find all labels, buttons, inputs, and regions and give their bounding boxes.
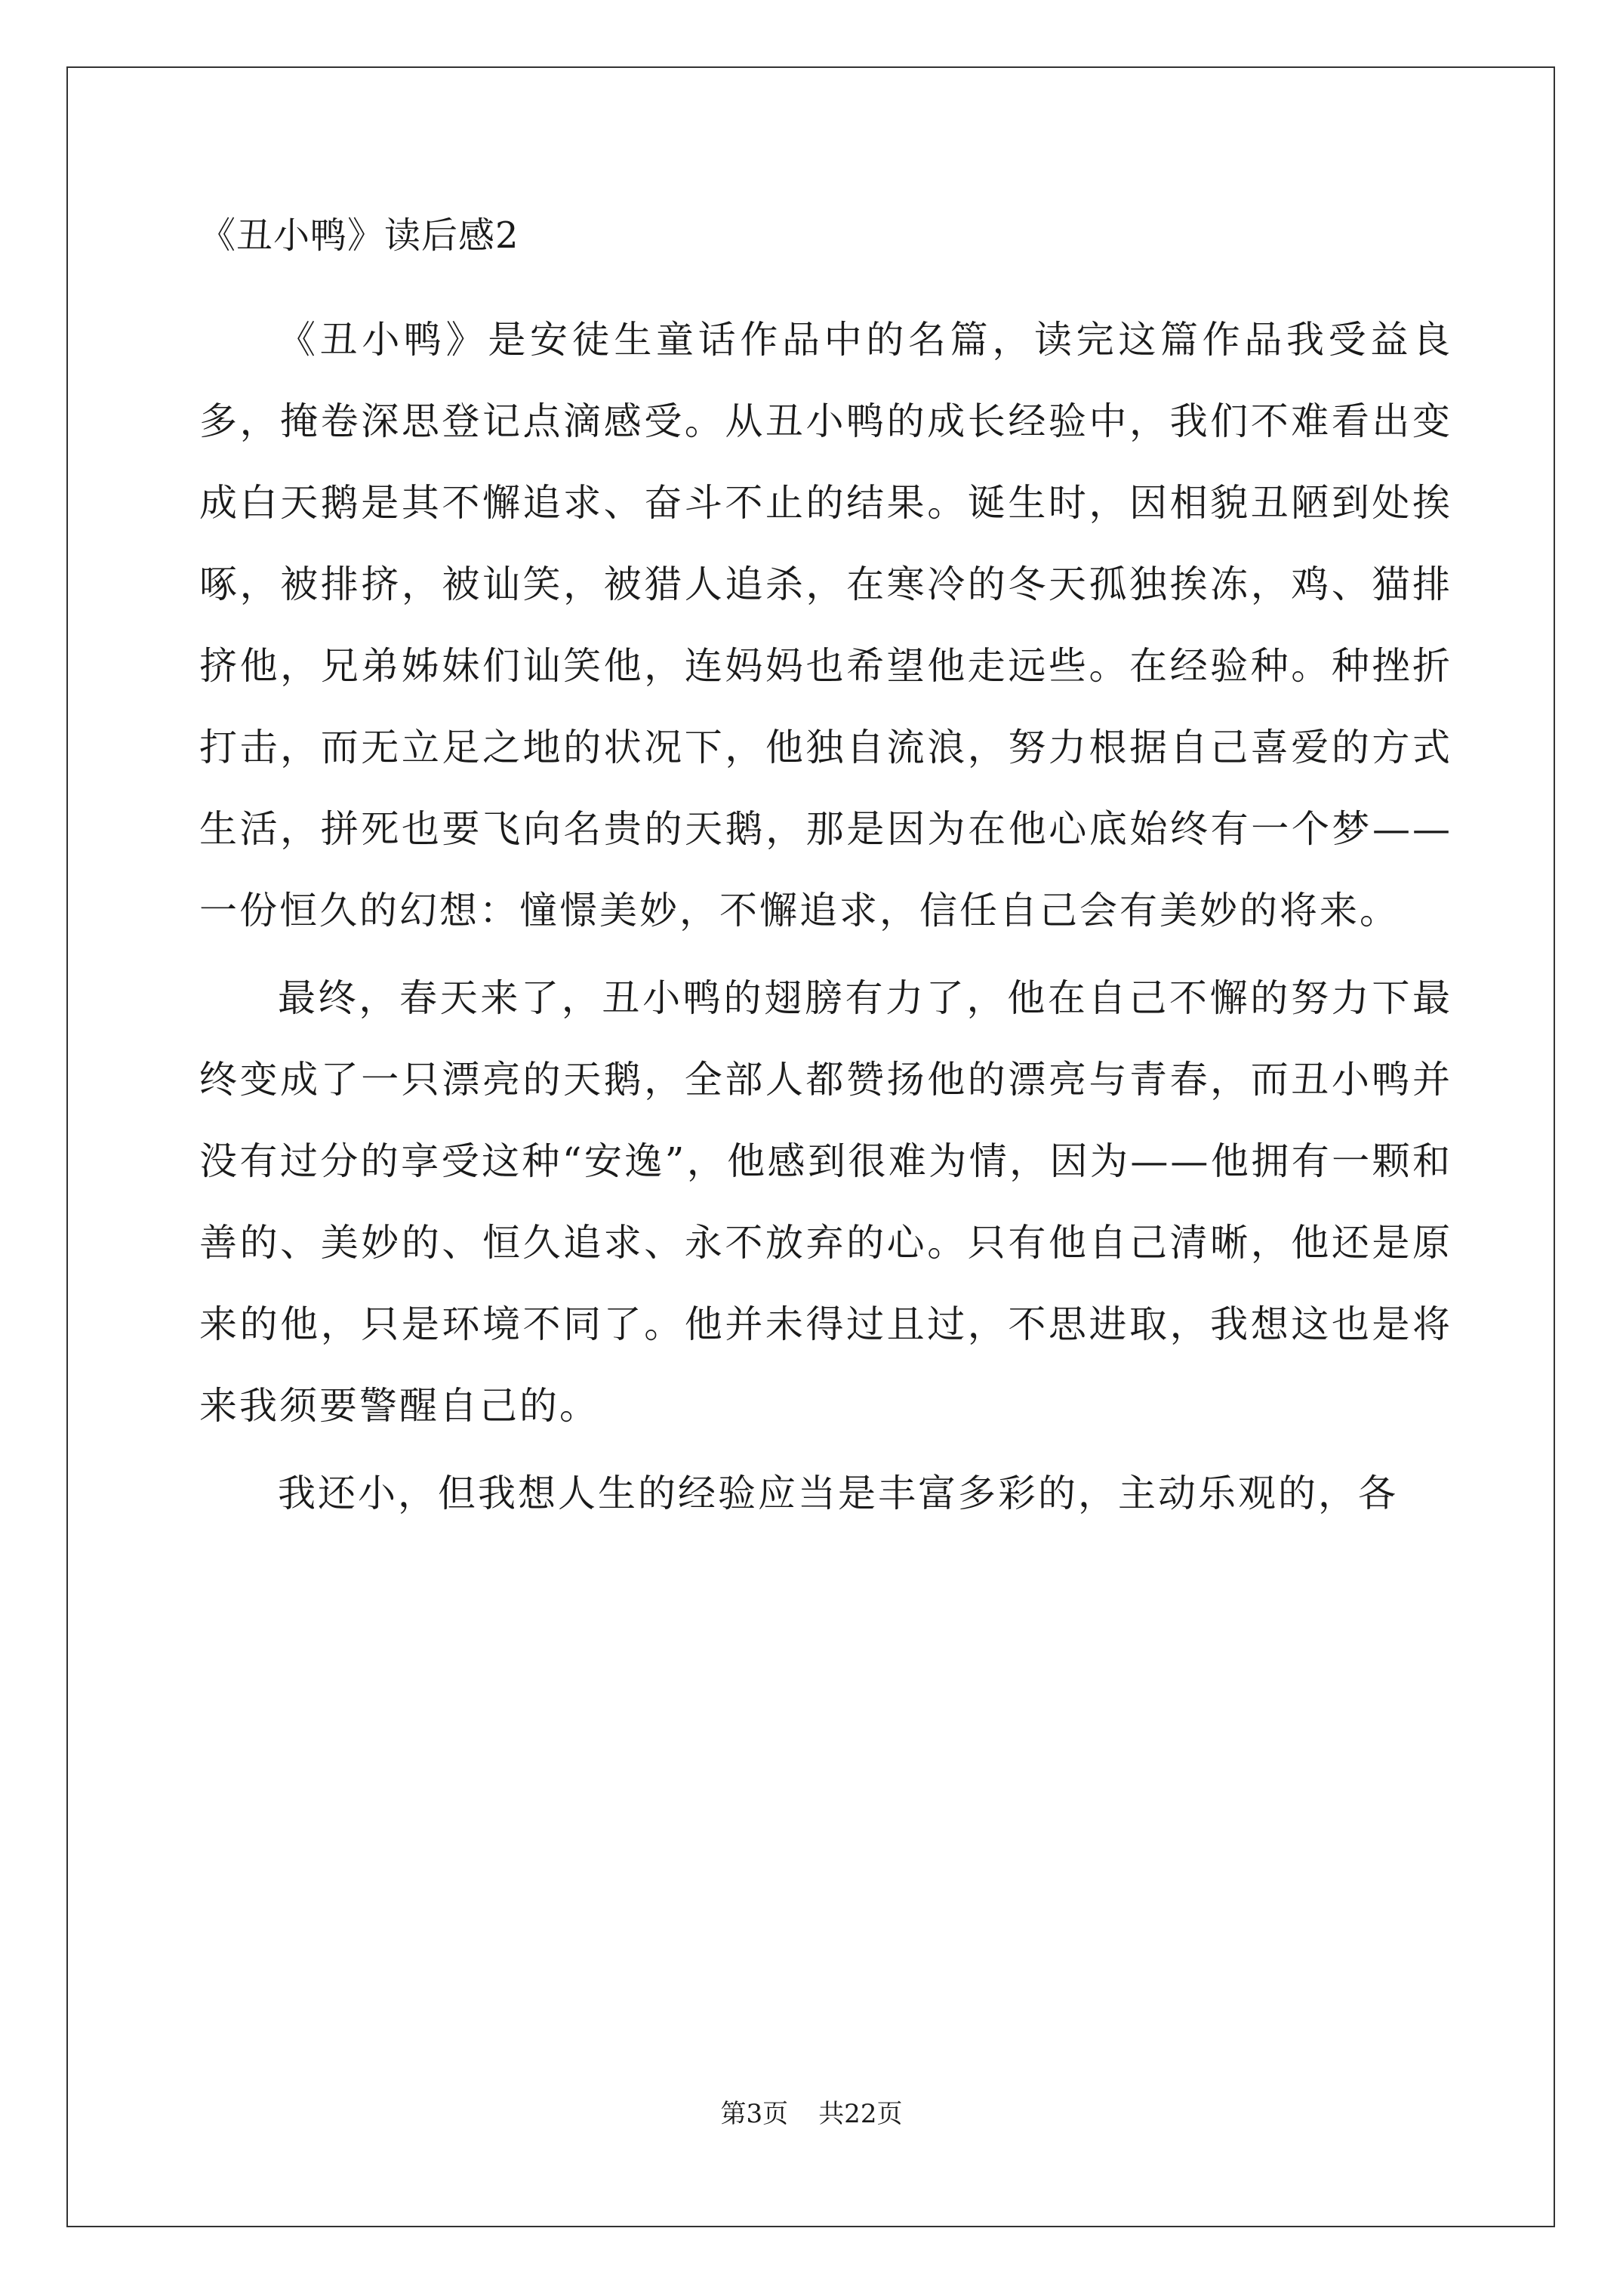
- paragraph-2: 最终，春天来了，丑小鸭的翅膀有力了，他在自己不懈的努力下最终变成了一只漂亮的天鹅，全部人都赞扬他的漂亮与青春，而丑小鸭并没有过分的享受这种“安逸”，他感到很难为情，因为——他拥有一颗和善的、美妙的、恒久追求、永不放弃的心。只有他自己清晰，他还是原来的他，只是环境不同了。他并未得过且过，不思进取，我想这也是将来我须要警醒自己的。: [199, 976, 1452, 1428]
- page-footer: [0, 2097, 1623, 2131]
- page-number: 第3页: [720, 2099, 789, 2129]
- page-total: 共22页: [818, 2099, 903, 2129]
- document-body: [199, 211, 1452, 1534]
- paragraph-3: 我还小，但我想人生的经验应当是丰富多彩的，主动乐观的，各: [278, 1472, 1398, 1515]
- document-title: 《丑小鸭》读后感2: [199, 214, 519, 257]
- paragraph-1: 《丑小鸭》是安徒生童话作品中的名篇，读完这篇作品我受益良多，掩卷深思登记点滴感受。从丑小鸭的成长经验中，我们不难看出变成白天鹅是其不懈追求、奋斗不止的结果。诞生时，因相貌丑陋到处挨啄，被排挤，被讪笑，被猎人追杀，在寒冷的冬天孤独挨冻，鸡、猫排挤他，兄弟姊妹们讪笑他，连妈妈也希望他走远些。在经验种。种挫折打击，而无立足之地的状况下，他独自流浪，努力根据自己喜爱的方式生活，拼死也要飞向名贵的天鹅，那是因为在他心底始终有一个梦——一份恒久的幻想：憧憬美妙，不懈追求，信任自己会有美妙的将来。: [199, 318, 1452, 932]
